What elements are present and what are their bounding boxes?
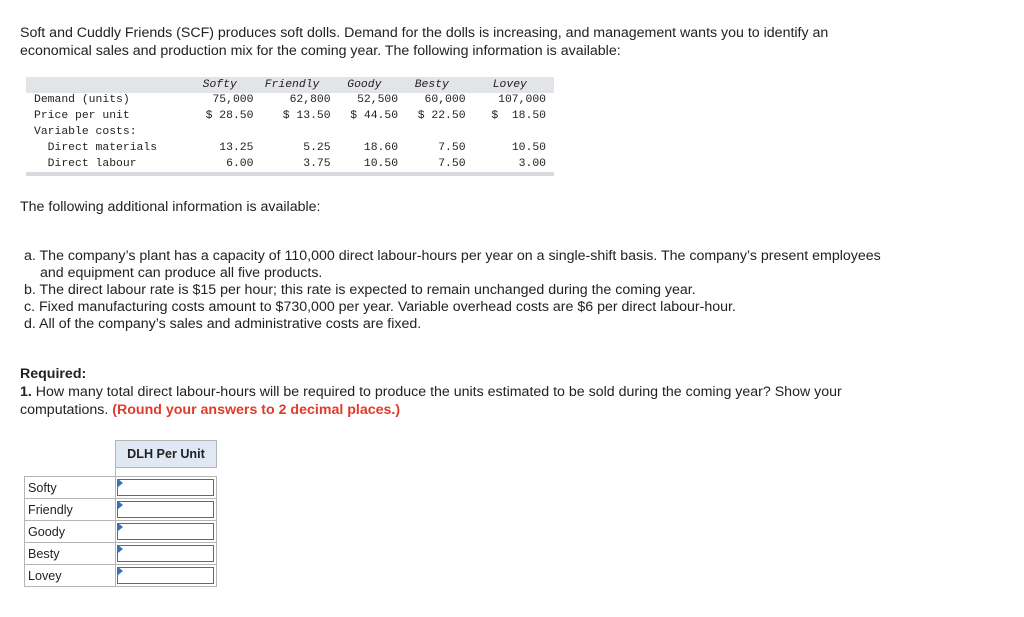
table-bottom-border xyxy=(26,172,554,176)
goody-dlh-input[interactable] xyxy=(117,523,214,540)
problem-intro: Soft and Cuddly Friends (SCF) produces soft dolls. Demand for the dolls is increasing, and management wants you to identify an economical sales and production mix for the coming year. The following information is available: xyxy=(20,25,829,59)
answer-row xyxy=(25,477,217,499)
additional-info-heading: The following additional information is available: xyxy=(20,199,321,215)
table-row xyxy=(26,124,554,140)
answer-row-label: Besty xyxy=(25,543,116,565)
answer-row xyxy=(25,521,217,543)
column-header: Softy xyxy=(202,78,237,91)
answer-table xyxy=(24,440,217,587)
answer-row xyxy=(25,565,217,587)
table-cell: 3.75 xyxy=(303,157,331,170)
column-header: Friendly xyxy=(264,78,320,91)
table-cell: 7.50 xyxy=(438,157,466,170)
table-row xyxy=(26,93,554,109)
question-number: 1. xyxy=(20,384,32,400)
table-cell: 52,500 xyxy=(357,94,399,107)
answer-row-label: Goody xyxy=(25,521,116,543)
table-cell: 60,000 xyxy=(424,94,466,107)
table-row xyxy=(26,156,554,172)
table-cell: 18.60 xyxy=(363,141,399,154)
answer-row xyxy=(25,543,217,565)
table-cell: $ 13.50 xyxy=(282,110,331,123)
list-item: c. Fixed manufacturing costs amount to $730,000 per year. Variable overhead costs are $6 per direct labour-hour. xyxy=(24,299,736,315)
input-marker-icon xyxy=(118,501,123,509)
table-header-row xyxy=(26,77,554,93)
table-cell: 10.50 xyxy=(511,141,546,154)
product-data-table xyxy=(26,77,554,176)
besty-dlh-input[interactable] xyxy=(117,545,214,562)
row-label: Direct materials xyxy=(34,141,158,154)
table-cell: $ 22.50 xyxy=(417,110,466,123)
answer-row-label: Softy xyxy=(25,477,116,499)
table-row xyxy=(26,109,554,125)
list-item: b. The direct labour rate is $15 per hour; this rate is expected to remain unchanged during the coming year. xyxy=(24,282,696,298)
question-text xyxy=(20,383,920,419)
table-cell: $ 18.50 xyxy=(491,110,546,123)
table-cell: 62,800 xyxy=(289,94,331,107)
table-cell: 6.00 xyxy=(226,157,254,170)
list-item: a. The company’s plant has a capacity of 110,000 direct labour-hours per year on a single-shift basis. The company’s present employees and equipment can produce all five products. xyxy=(24,248,881,281)
column-header: Besty xyxy=(414,78,449,91)
required-title: Required: xyxy=(20,366,87,382)
row-label: Demand (units) xyxy=(34,94,130,107)
input-marker-icon xyxy=(118,479,123,487)
input-marker-icon xyxy=(118,567,123,575)
softy-dlh-input[interactable] xyxy=(117,479,214,496)
lovey-dlh-input[interactable] xyxy=(117,567,214,584)
list-item: d. All of the company’s sales and administrative costs are fixed. xyxy=(24,316,422,332)
answer-row xyxy=(25,499,217,521)
table-cell: 7.50 xyxy=(438,141,466,154)
row-label: Direct labour xyxy=(34,157,137,170)
required-section xyxy=(20,365,920,419)
answer-row-label: Friendly xyxy=(25,499,116,521)
table-cell: 5.25 xyxy=(303,141,331,154)
table-row xyxy=(26,140,554,156)
question-body: How many total direct labour-hours will be required to produce the units estimated to be sold during the coming year? Show your computations. xyxy=(20,384,842,418)
additional-info-list xyxy=(24,248,884,333)
column-header: Goody xyxy=(347,78,382,91)
answer-row-label: Lovey xyxy=(25,565,116,587)
row-label: Variable costs: xyxy=(34,126,137,139)
table-cell: $ 28.50 xyxy=(205,110,254,123)
answer-header-row xyxy=(25,441,217,468)
table-cell: 75,000 xyxy=(212,94,254,107)
table-cell: 107,000 xyxy=(498,94,546,107)
row-label: Price per unit xyxy=(34,110,130,123)
input-marker-icon xyxy=(118,545,123,553)
friendly-dlh-input[interactable] xyxy=(117,501,214,518)
table-cell: 13.25 xyxy=(219,141,254,154)
dlh-header: DLH Per Unit xyxy=(116,441,217,468)
rounding-note: (Round your answers to 2 decimal places.) xyxy=(112,402,401,418)
input-marker-icon xyxy=(118,523,123,531)
table-cell: 3.00 xyxy=(518,157,546,170)
column-header: Lovey xyxy=(492,78,527,91)
table-cell: 10.50 xyxy=(363,157,399,170)
table-cell: $ 44.50 xyxy=(350,110,399,123)
